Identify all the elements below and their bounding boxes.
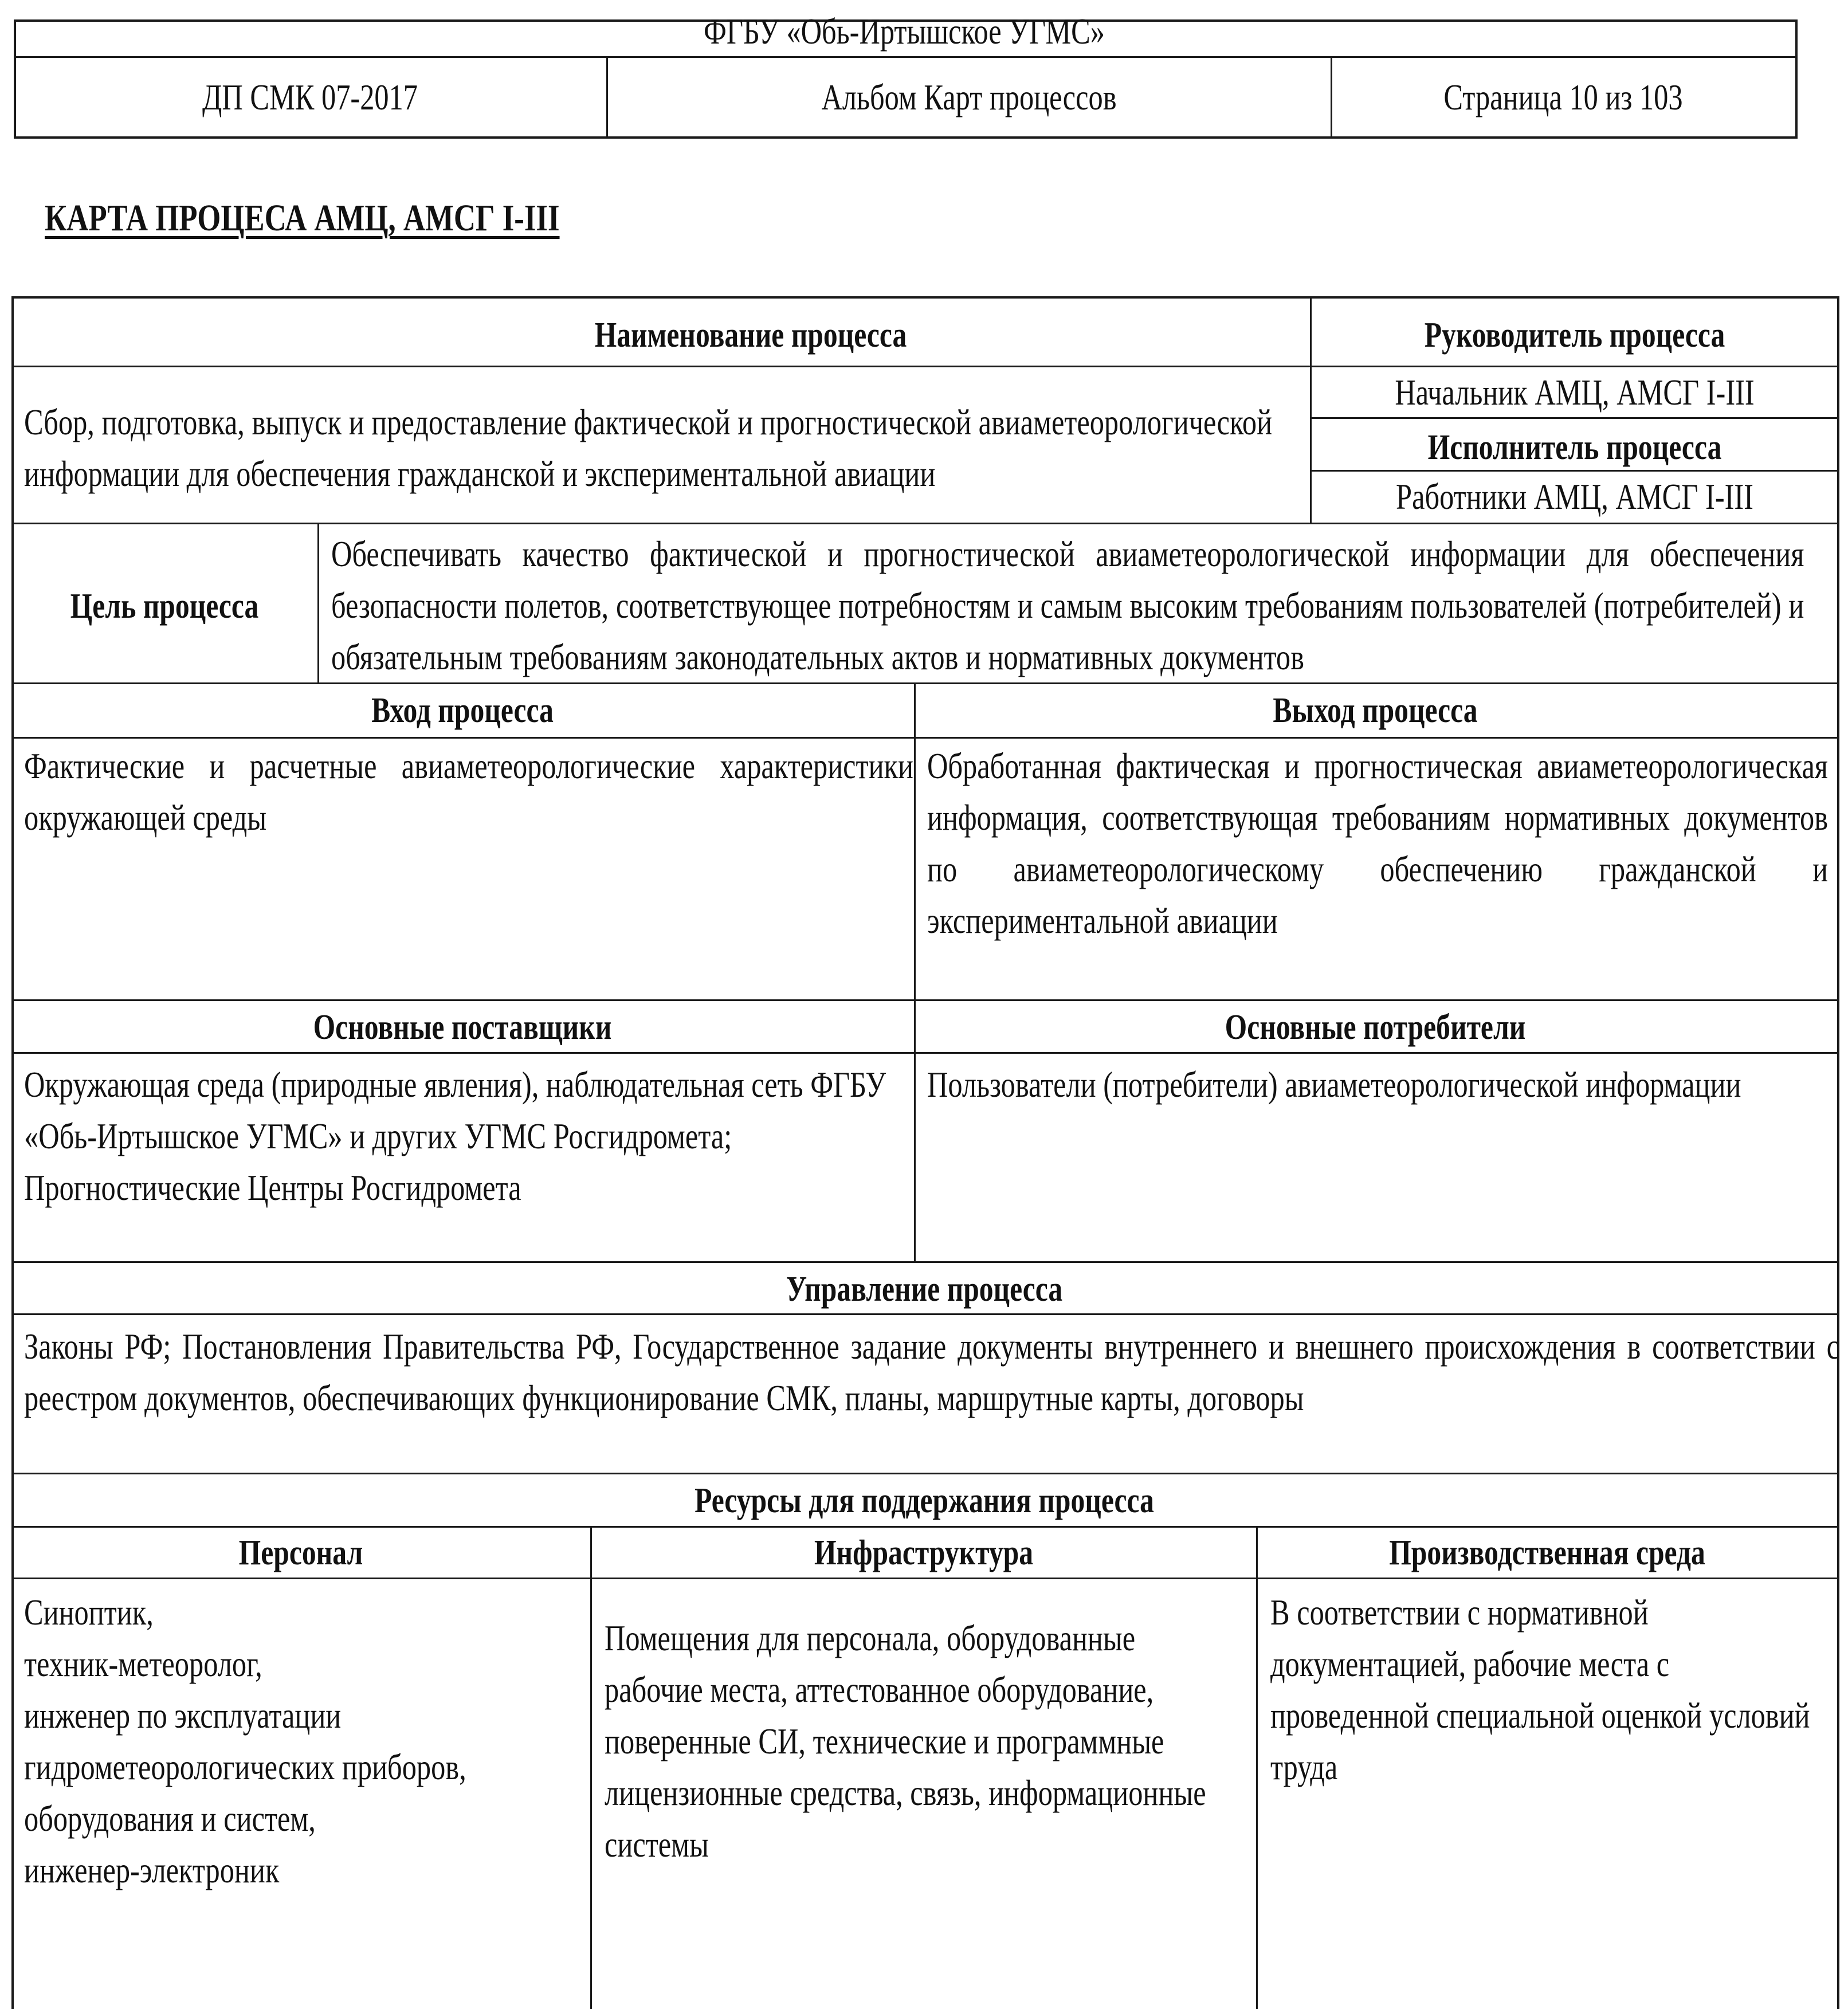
- text-line: Помещения для персонала, оборудованные: [605, 1618, 1136, 1658]
- rule: [1256, 1526, 1258, 2009]
- text-line: Законы РФ; Постановления Правительства РФ, Государственное задание документы внутреннего и внешнего происхождения в соответствии с: [24, 1327, 1839, 1367]
- rule: [14, 19, 16, 139]
- input-text: [24, 740, 913, 843]
- infrastructure-header: Инфраструктура: [814, 1533, 1034, 1572]
- text-line: Обеспечивать качество фактической и прогностической авиаметеорологической информации для обеспечения: [331, 534, 1804, 574]
- output-text: [927, 740, 1828, 947]
- document-code: ДП СМК 07-2017: [202, 77, 418, 117]
- page-title: КАРТА ПРОЦЕСА АМЦ, АМСГ I-III: [45, 197, 560, 239]
- rule: [11, 296, 1839, 299]
- rule: [11, 1052, 1839, 1054]
- text-line: Обработанная фактическая и прогностическая авиаметеорологическая: [927, 746, 1828, 786]
- text-line: безопасности полетов, соответствующее потребностям и самым высоким требованиям пользователей (потребителей) и: [331, 586, 1804, 626]
- personnel-text: [24, 1587, 574, 1896]
- text-line: документацией, рабочие места с: [1270, 1644, 1670, 1684]
- rule: [11, 1473, 1839, 1474]
- consumers-text: [927, 1059, 1828, 1111]
- text-line: системы: [605, 1824, 709, 1865]
- text-line: инженер-электроник: [24, 1850, 280, 1890]
- text-line: поверенные СИ, технические и программные: [605, 1721, 1164, 1761]
- text-line: обязательным требованиям законодательных актов и нормативных документов: [331, 637, 1304, 677]
- goal-header: Цель процесса: [70, 587, 259, 626]
- control-header: Управление процесса: [786, 1270, 1063, 1309]
- environment-header: Производственная среда: [1389, 1533, 1705, 1572]
- text-line: лицензионные средства, связь, информационные: [605, 1773, 1206, 1813]
- text-line: рабочие места, аттестованное оборудование,: [605, 1670, 1154, 1710]
- consumers-header: Основные потребители: [1225, 1008, 1526, 1047]
- process-owner-value: Начальник АМЦ, АМСГ I-III: [1395, 372, 1755, 413]
- rule: [11, 1261, 1839, 1263]
- text-line: труда: [1270, 1747, 1338, 1787]
- text-line: Прогностические Центры Росгидромета: [24, 1168, 521, 1208]
- rule: [1795, 19, 1798, 139]
- rule: [1331, 56, 1332, 139]
- input-header: Вход процесса: [371, 691, 554, 730]
- rule: [11, 296, 14, 2009]
- text-line: проведенной специальной оценкой условий: [1270, 1696, 1810, 1736]
- goal-text: [331, 528, 1804, 683]
- process-name-text: [24, 397, 1285, 500]
- rule: [606, 56, 608, 139]
- text-line: Фактические и расчетные авиаметеорологические характеристики: [24, 746, 913, 786]
- rule: [11, 999, 1839, 1001]
- suppliers-text: [24, 1059, 913, 1214]
- rule: [1310, 296, 1312, 524]
- output-header: Выход процесса: [1273, 691, 1478, 730]
- rule: [317, 523, 319, 684]
- text-line: реестром документов, обеспечивающих функционирование СМК, планы, маршрутные карты, договоры: [24, 1378, 1304, 1418]
- text-line: техник-метеоролог,: [24, 1644, 262, 1684]
- organization-name: ФГБУ «Обь-Иртышское УГМС»: [704, 11, 1105, 52]
- rule: [11, 523, 1839, 524]
- resources-header: Ресурсы для поддержания процесса: [695, 1481, 1154, 1520]
- text-line: В соответствии с нормативной: [1270, 1592, 1649, 1633]
- rule: [590, 1526, 592, 2009]
- text-line: информации для обеспечения гражданской и экспериментальной авиации: [24, 454, 936, 494]
- process-executor-value: Работники АМЦ, АМСГ I-III: [1396, 477, 1753, 517]
- text-line: окружающей среды: [24, 798, 267, 838]
- rule: [914, 682, 916, 1262]
- suppliers-header: Основные поставщики: [313, 1008, 612, 1047]
- control-text: [24, 1321, 1839, 1424]
- process-executor-header: Исполнитель процесса: [1427, 428, 1722, 467]
- infrastructure-text: [605, 1612, 1246, 1870]
- rule: [1837, 296, 1839, 2009]
- text-line: экспериментальной авиации: [927, 901, 1278, 941]
- text-line: Окружающая среда (природные явления), наблюдательная сеть ФГБУ: [24, 1065, 886, 1105]
- rule: [11, 737, 1839, 739]
- text-line: оборудования и систем,: [24, 1799, 316, 1839]
- text-line: по авиаметеорологическому обеспечению гражданской и: [927, 849, 1828, 889]
- rule: [14, 136, 1797, 139]
- personnel-header: Персонал: [238, 1533, 363, 1572]
- document-name: Альбом Карт процессов: [821, 77, 1117, 117]
- text-line: информация, соответствующая требованиям нормативных документов: [927, 798, 1828, 838]
- text-line: Пользователи (потребители) авиаметеорологической информации: [927, 1065, 1741, 1105]
- text-line: Сбор, подготовка, выпуск и предоставление фактической и прогностической авиаметеорологической: [24, 402, 1273, 442]
- text-line: гидрометеорологических приборов,: [24, 1747, 466, 1787]
- process-name-header: Наименование процесса: [594, 316, 907, 355]
- text-line: «Обь-Иртышское УГМС» и других УГМС Росгидромета;: [24, 1116, 732, 1156]
- process-owner-header: Руководитель процесса: [1424, 316, 1725, 355]
- text-line: инженер по эксплуатации: [24, 1696, 342, 1736]
- text-line: Синоптик,: [24, 1592, 154, 1633]
- page-number: Страница 10 из 103: [1443, 77, 1683, 117]
- environment-text: [1270, 1587, 1820, 1793]
